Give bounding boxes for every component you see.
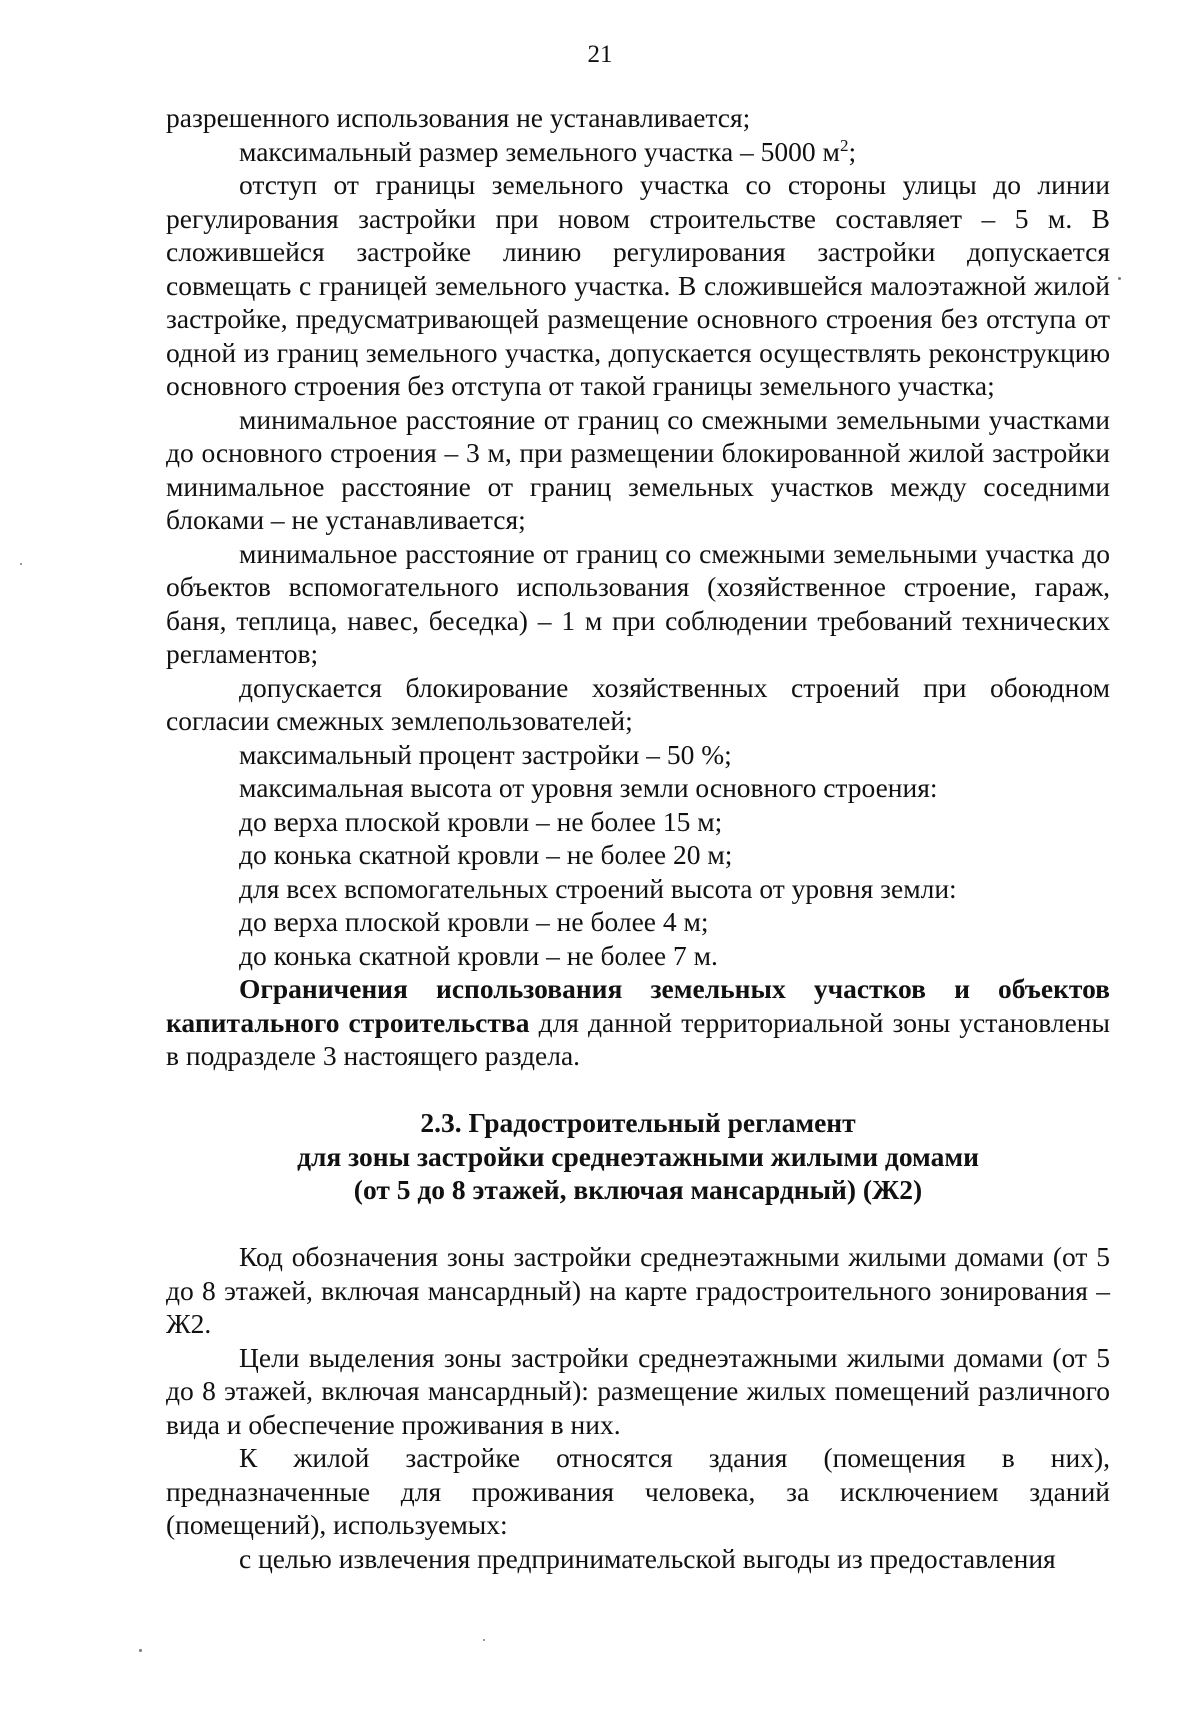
restrictions-rest: для данной территориальной зоны установлены в подразделе 3 настоящего раздела. — [166, 1006, 1110, 1071]
section-heading-line-3: (от 5 до 8 этажей, включая мансардный) (Ж2) — [353, 1174, 923, 1205]
scan-dot — [139, 1649, 142, 1652]
scan-dot — [1118, 277, 1121, 280]
section-heading-line-1: 2.3. Градостроительный регламент — [420, 1107, 856, 1138]
paragraph-max-plot-size — [166, 135, 1110, 169]
paragraph-pitched-roof-aux: до конька скатной кровли – не более 7 м. — [239, 939, 718, 971]
paragraph-min-distance-aux: минимальное расстояние от границ со смежными земельными участка до объектов вспомогательного использования (хозяйственное строение, гараж, баня, теплица, навес, беседка) – 1 м при соблюдении требований технических регламентов; — [166, 537, 1110, 669]
spacer — [166, 1073, 1110, 1107]
paragraph-blocking: допускается блокирование хозяйственных строений при обоюдном согласии смежных землепользователей; — [166, 671, 1110, 736]
paragraph-zone-code: Код обозначения зоны застройки среднеэтажными жилыми домами (от 5 до 8 этажей, включая мансардный) на карте градостроительного зонирования – Ж2. — [166, 1241, 1110, 1339]
spacer — [166, 1207, 1110, 1241]
scan-dot — [20, 563, 22, 565]
paragraph-setback: отступ от границы земельного участка со стороны улицы до линии регулирования застройки при новом строительстве составляет – 5 м. В сложившейся застройке линию регулирования застройки допускается совмещать с границей земельного участка. В сложившейся малоэтажной жилой застройке, предусматривающей размещение основного строения без отступа от одной из границ земельного участка, допускается осуществлять реконструкцию основного строения без отступа от такой границы земельного участка; — [166, 169, 1110, 401]
paragraph-continued: с целью извлечения предпринимательской выгоды из предоставления — [239, 1542, 1056, 1574]
paragraph-min-distance-main: минимальное расстояние от границ со смежными земельными участками до основного строения – 3 м, при размещении блокированной жилой застройки минимальное расстояние от границ земельных участков между соседними блоками – не устанавливается; — [166, 403, 1110, 535]
paragraph-text-end: ; — [848, 135, 857, 167]
paragraph-restrictions — [166, 972, 1110, 1073]
document-body — [166, 101, 1110, 1575]
restrictions-bold: Ограничения использования земельных участков и объектов капитального строительства — [166, 973, 1110, 1038]
paragraph-aux-height: для всех вспомогательных строений высота от уровня земли: — [239, 872, 957, 904]
scan-dot — [483, 1639, 485, 1641]
paragraph-text: максимальный размер земельного участка – 5000 м — [239, 135, 840, 167]
paragraph-max-percent: максимальный процент застройки – 50 %; — [239, 738, 732, 770]
paragraph-residential-def: К жилой застройке относятся здания (помещения в них), предназначенные для проживания человека, за исключением зданий (помещений), используемых: — [166, 1442, 1110, 1540]
paragraph-zone-goals: Цели выделения зоны застройки среднеэтажными жилыми домами (от 5 до 8 этажей, включая мансардный): размещение жилых помещений различного вида и обеспечение проживания в них. — [166, 1341, 1110, 1440]
paragraph-max-height: максимальная высота от уровня земли основного строения: — [239, 772, 938, 803]
paragraph-pitched-roof-main: до конька скатной кровли – не более 20 м; — [239, 839, 733, 870]
superscript: 2 — [839, 135, 849, 155]
paragraph: разрешенного использования не устанавливается; — [166, 102, 751, 133]
paragraph-flat-roof-aux: до верха плоской кровли – не более 4 м; — [239, 906, 709, 937]
page-number: 21 — [587, 41, 613, 68]
paragraph-flat-roof-main: до верха плоской кровли – не более 15 м; — [239, 805, 723, 837]
section-heading-line-2: для зоны застройки среднеэтажными жилыми домами — [297, 1140, 979, 1172]
